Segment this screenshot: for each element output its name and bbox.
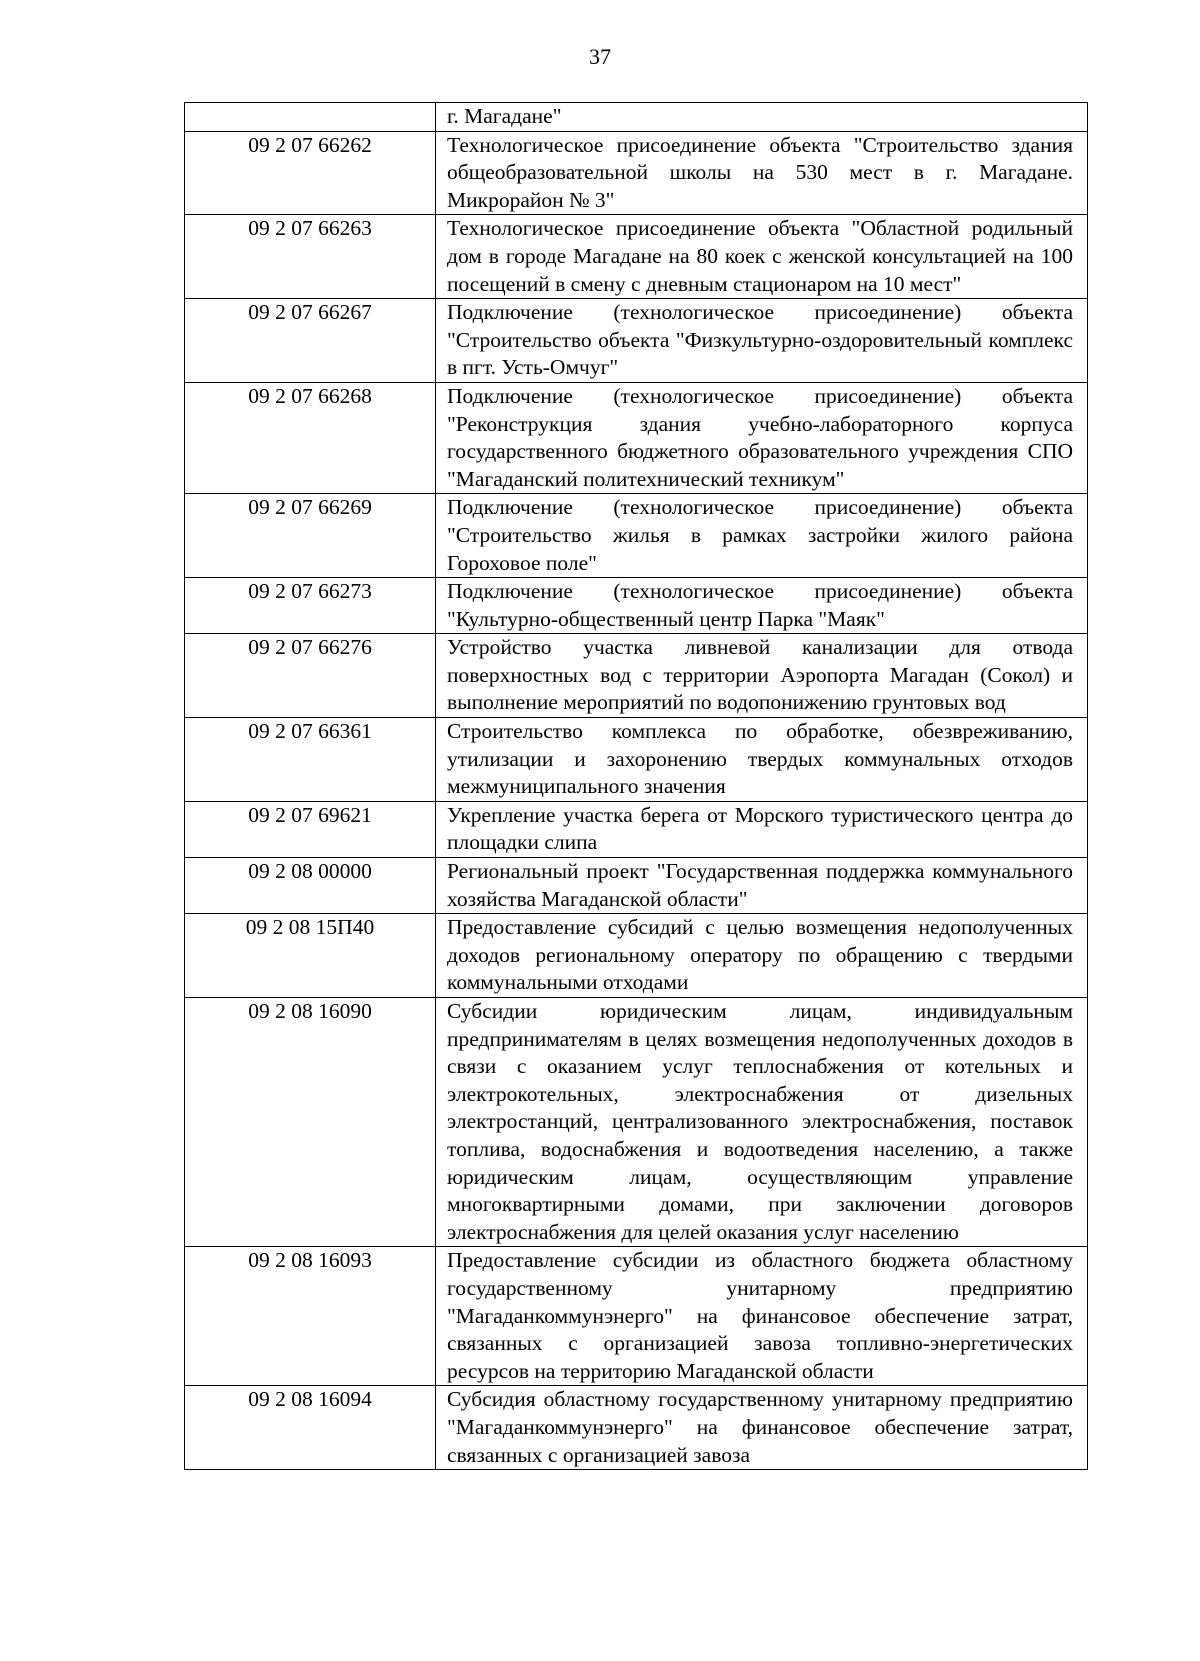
page-number: 37 — [589, 44, 611, 69]
classification-code: 09 2 08 15П40 — [185, 914, 436, 998]
table-row — [185, 914, 1088, 998]
classification-code: 09 2 07 66263 — [185, 215, 436, 299]
classification-code: 09 2 08 16090 — [185, 998, 436, 1247]
expense-description: Предоставление субсидии из областного бюджета областному государственному унитарному предприятию "Магаданкоммунэнерго" на финансовое обеспечение затрат, связанных с организацией завоза топливно-энергетических ресурсов на территорию Магаданской области — [436, 1247, 1088, 1386]
expense-description: Предоставление субсидий с целью возмещения недополученных доходов региональному оператору по обращению с твердыми коммунальными отходами — [436, 914, 1088, 998]
expense-description: Субсидия областному государственному унитарному предприятию "Магаданкоммунэнерго" на финансовое обеспечение затрат, связанных с организацией завоза — [436, 1386, 1088, 1470]
expense-description: Подключение (технологическое присоединение) объекта "Строительство объекта "Физкультурно-оздоровительный комплекс в пгт. Усть-Омчуг" — [436, 299, 1088, 383]
budget-classification-table — [184, 102, 1088, 1470]
table-row — [185, 494, 1088, 578]
table-row — [185, 1386, 1088, 1470]
classification-code: 09 2 07 66276 — [185, 634, 436, 718]
table-row — [185, 578, 1088, 634]
classification-code: 09 2 07 66262 — [185, 131, 436, 215]
table-row — [185, 131, 1088, 215]
classification-code: 09 2 08 16093 — [185, 1247, 436, 1386]
table-row — [185, 998, 1088, 1247]
expense-description: Субсидии юридическим лицам, индивидуальным предпринимателям в целях возмещения недополученных доходов в связи с оказанием услуг теплоснабжения от котельных и электрокотельных, электроснабжения от дизельных электростанций, централизованного электроснабжения, поставок топлива, водоснабжения и водоотведения населению, а также юридическим лицам, осуществляющим управление многоквартирными домами, при заключении договоров электроснабжения для целей оказания услуг населению — [436, 998, 1088, 1247]
expense-description: Технологическое присоединение объекта "Строительство здания общеобразовательной школы на 530 мест в г. Магадане. Микрорайон № 3" — [436, 131, 1088, 215]
table-row — [185, 1247, 1088, 1386]
classification-code: 09 2 08 00000 — [185, 858, 436, 914]
expense-description: Подключение (технологическое присоединение) объекта "Реконструкция здания учебно-лабораторного корпуса государственного бюджетного образовательного учреждения СПО "Магаданский политехнический техникум" — [436, 382, 1088, 493]
table-row — [185, 634, 1088, 718]
expense-description: Строительство комплекса по обработке, обезвреживанию, утилизации и захоронению твердых коммунальных отходов межмуниципального значения — [436, 718, 1088, 802]
table-row — [185, 382, 1088, 493]
table-row — [185, 801, 1088, 857]
table-row — [185, 299, 1088, 383]
table-row — [185, 718, 1088, 802]
classification-code: 09 2 07 66267 — [185, 299, 436, 383]
classification-code: 09 2 08 16094 — [185, 1386, 436, 1470]
classification-code: 09 2 07 66273 — [185, 578, 436, 634]
classification-code: 09 2 07 69621 — [185, 801, 436, 857]
expense-description: Подключение (технологическое присоединение) объекта "Строительство жилья в рамках застройки жилого района Гороховое поле" — [436, 494, 1088, 578]
classification-code: 09 2 07 66268 — [185, 382, 436, 493]
table-row — [185, 215, 1088, 299]
classification-code: 09 2 07 66361 — [185, 718, 436, 802]
classification-code — [185, 103, 436, 132]
table-row — [185, 858, 1088, 914]
table-row — [185, 103, 1088, 132]
expense-description: Устройство участка ливневой канализации для отвода поверхностных вод с территории Аэропорта Магадан (Сокол) и выполнение мероприятий по водопонижению грунтовых вод — [436, 634, 1088, 718]
expense-description: Подключение (технологическое присоединение) объекта "Культурно-общественный центр Парка "Маяк" — [436, 578, 1088, 634]
expense-description: Региональный проект "Государственная поддержка коммунального хозяйства Магаданской области" — [436, 858, 1088, 914]
expense-description: г. Магадане" — [436, 103, 1088, 132]
expense-description: Технологическое присоединение объекта "Областной родильный дом в городе Магадане на 80 коек с женской консультацией на 100 посещений в смену с дневным стационаром на 10 мест" — [436, 215, 1088, 299]
expense-description: Укрепление участка берега от Морского туристического центра до площадки слипа — [436, 801, 1088, 857]
classification-code: 09 2 07 66269 — [185, 494, 436, 578]
